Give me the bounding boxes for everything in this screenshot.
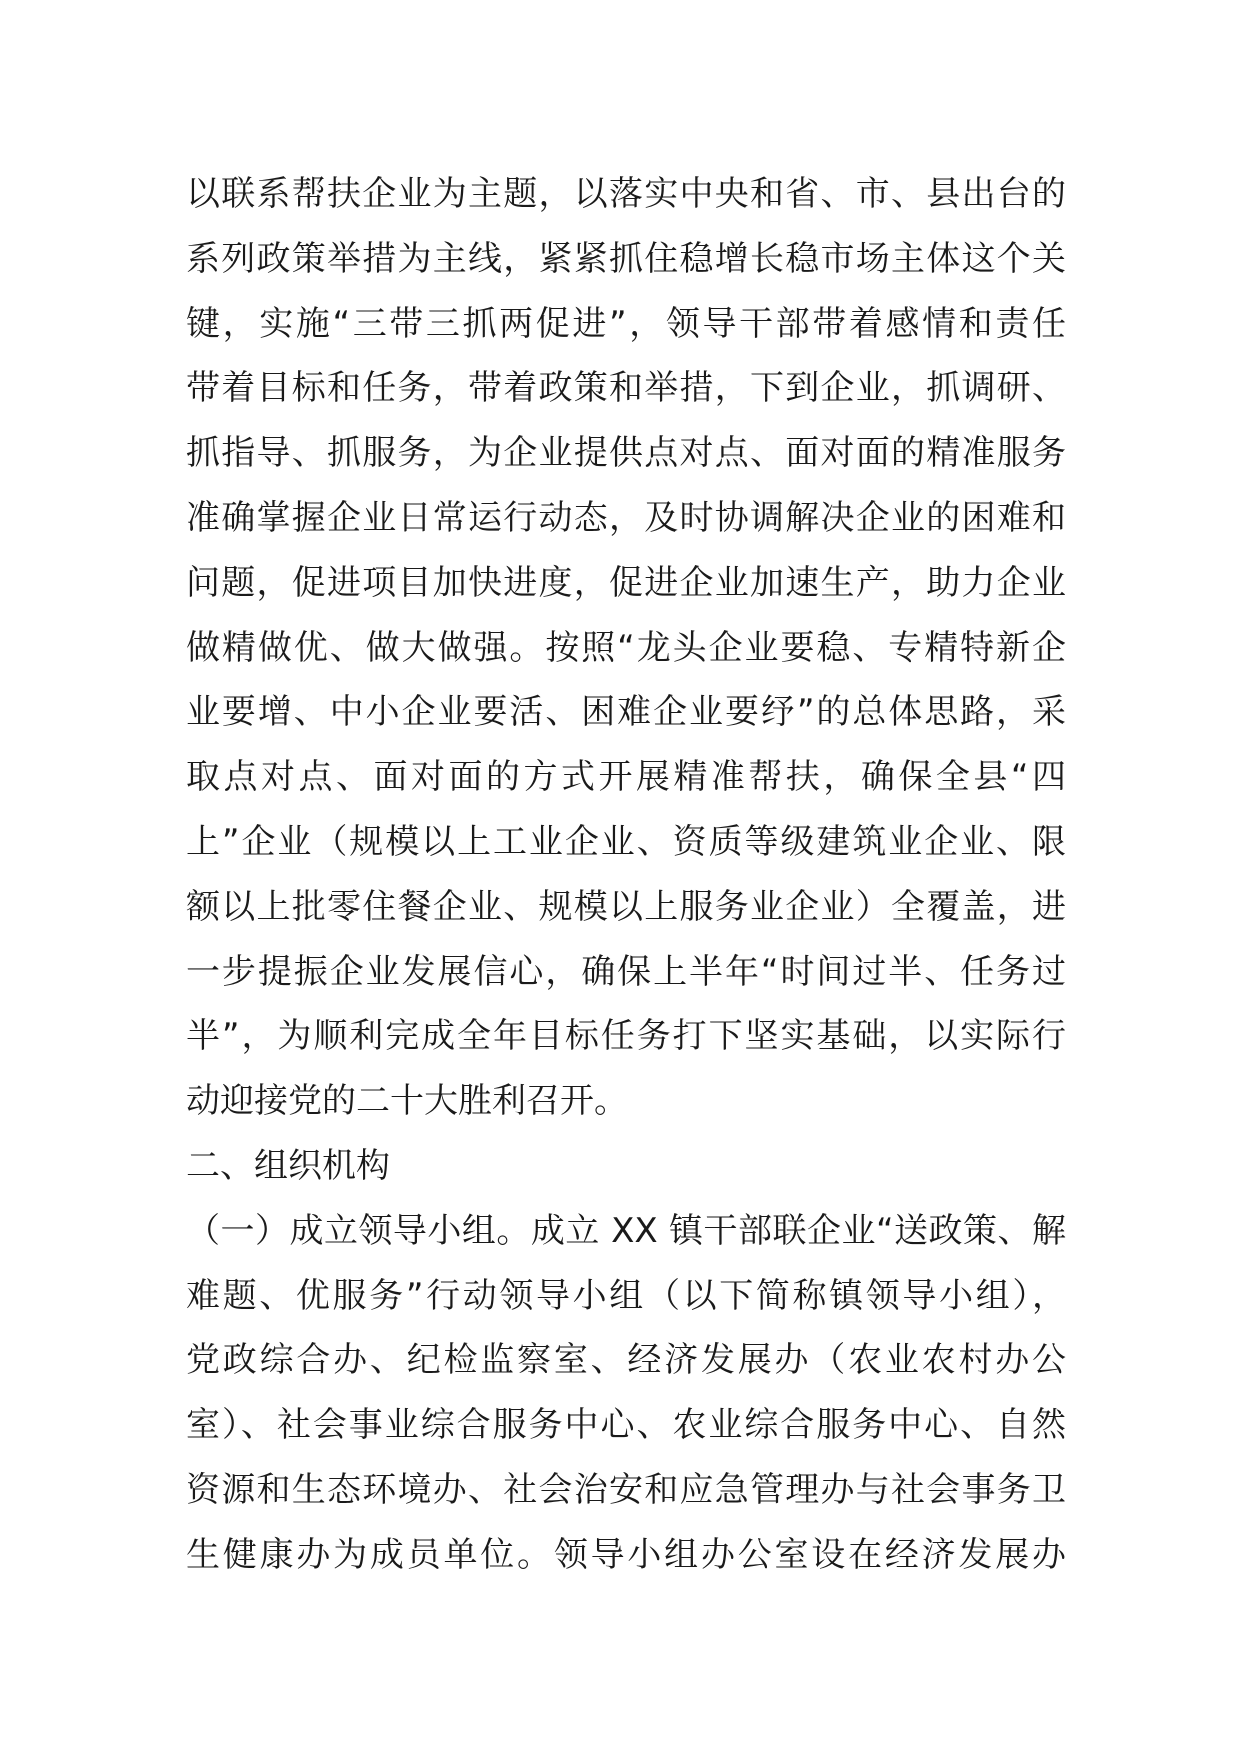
text-line: 党政综合办、纪检监察室、经济发展办（农业农村办公: [186, 1340, 1066, 1381]
text-line: 系列政策举措为主线，紧紧抓住稳增长稳市场主体这个关: [186, 238, 1066, 279]
text-line: 抓指导、抓服务，为企业提供点对点、面对面的精准服务: [186, 433, 1066, 474]
text-line: 带着目标和任务，带着政策和举措，下到企业，抓调研、: [186, 368, 1066, 409]
text-line: 二、组织机构: [186, 1145, 390, 1186]
text-line: 取点对点、面对面的方式开展精准帮扶，确保全县“四: [186, 757, 1066, 798]
text-line: （一）成立领导小组。成立 XX 镇干部联企业“送政策、解: [186, 1210, 1066, 1251]
text-line: 键，实施“三带三抓两促进”，领导干部带着感情和责任: [186, 303, 1066, 344]
text-line: 生健康办为成员单位。领导小组办公室设在经济发展办: [186, 1534, 1066, 1575]
text-line: 以联系帮扶企业为主题，以落实中央和省、市、县出台的: [186, 174, 1066, 214]
text-line: 一步提振企业发展信心，确保上半年“时间过半、任务过: [186, 951, 1066, 992]
text-line: 室）、社会事业综合服务中心、农业综合服务中心、自然: [186, 1405, 1066, 1446]
text-line: 半”，为顺利完成全年目标任务打下坚实基础，以实际行: [186, 1016, 1066, 1057]
text-line: 问题，促进项目加快进度，促进企业加速生产，助力企业: [186, 562, 1066, 603]
text-line: 做精做优、做大做强。按照“龙头企业要稳、专精特新企: [186, 627, 1066, 668]
text-line: 准确掌握企业日常运行动态，及时协调解决企业的困难和: [186, 497, 1066, 538]
text-line: 上”企业（规模以上工业企业、资质等级建筑业企业、限: [186, 821, 1066, 862]
text-line: 动迎接党的二十大胜利召开。: [186, 1081, 628, 1122]
text-line: 额以上批零住餐企业、规模以上服务业企业）全覆盖，进: [186, 886, 1066, 927]
text-line: 业要增、中小企业要活、困难企业要纾”的总体思路，采: [186, 692, 1066, 733]
text-line: 资源和生态环境办、社会治安和应急管理办与社会事务卫: [186, 1469, 1066, 1510]
text-line: 难题、优服务”行动领导小组（以下简称镇领导小组），: [186, 1275, 1066, 1316]
body-text: [186, 162, 1066, 1588]
